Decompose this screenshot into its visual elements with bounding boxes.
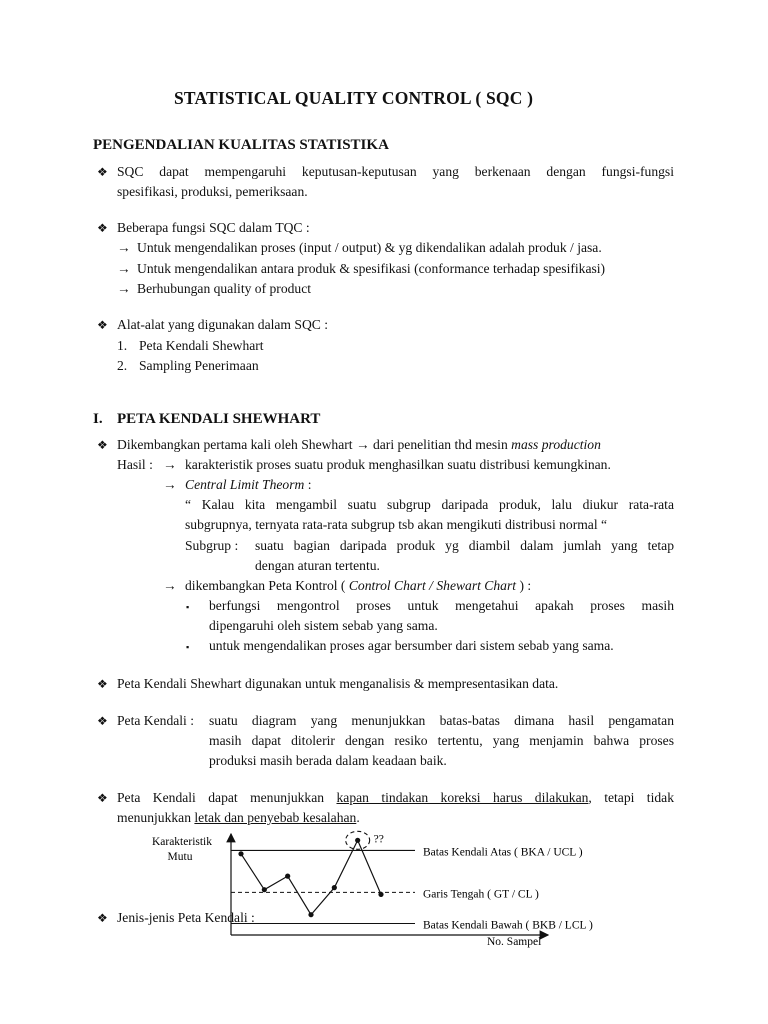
data-point-3 bbox=[285, 874, 290, 879]
section-number: I. bbox=[93, 411, 103, 427]
peta-kendali-def-line1: suatu diagram yang menunjukkan batas-batas dimana hasil pengamatan bbox=[209, 713, 674, 728]
data-point-6 bbox=[355, 838, 360, 843]
lcl-label: Batas Kendali Bawah ( BKB / LCL ) bbox=[423, 919, 593, 932]
fungsi-item-1: Untuk mengendalikan proses (input / output) & yg dikendalikan adalah produk / jasa. bbox=[137, 240, 602, 255]
dev-mid-text: dari penelitian thd mesin bbox=[372, 437, 508, 452]
arrow-right-icon: → bbox=[163, 578, 177, 593]
list-number: 1. bbox=[117, 338, 128, 353]
control-chart-text: Control Chart / Shewart Chart bbox=[348, 578, 517, 593]
fungsi-item-2: Untuk mengendalikan antara produk & spesifikasi (conformance terhadap spesifikasi) bbox=[137, 261, 606, 276]
square-bullet-icon: ▪ bbox=[186, 642, 190, 652]
data-point-5 bbox=[332, 885, 337, 890]
arrow-right-icon: → bbox=[117, 240, 131, 255]
paragraph-sqc-line1: SQC dapat mempengaruhi keputusan-keputusan yang berkenaan dengan fungsi-fungsi bbox=[117, 164, 674, 179]
outlier-annotation: ?? bbox=[373, 833, 384, 846]
paragraph-sqc-line2: spesifikasi, produksi, pemeriksaan. bbox=[117, 184, 308, 199]
peta-kendali-def-line3: produksi masih berada dalam keadaan baik. bbox=[209, 753, 447, 768]
data-point-4 bbox=[308, 912, 313, 917]
clt-label: Central Limit Theorm bbox=[185, 477, 305, 492]
list-number: 2. bbox=[117, 358, 128, 373]
arrow-right-icon: → bbox=[117, 261, 131, 276]
dev-pre-text: Dikembangkan pertama kali oleh Shewhart bbox=[117, 437, 353, 452]
ucl-label: Batas Kendali Atas ( BKA / UCL ) bbox=[423, 846, 583, 859]
kontrol-post-text: ) : bbox=[519, 578, 532, 593]
hasil-item-1: karakteristik proses suatu produk menghasilkan suatu distribusi kemungkinan. bbox=[185, 457, 611, 472]
diamond-bullet-icon: ❖ bbox=[97, 438, 108, 452]
koreksi-underlined-text: kapan tindakan koreksi harus dilakukan bbox=[336, 790, 589, 805]
y-axis-label-line2: Mutu bbox=[167, 851, 193, 863]
kontrol-pre-text: dikembangkan Peta Kontrol ( bbox=[185, 578, 346, 593]
data-point-1 bbox=[238, 851, 243, 856]
subgrup-definition-line1: suatu bagian daripada produk yg diambil dalam jumlah yang tetap bbox=[255, 538, 674, 553]
show-l2-pre-text: menunjukkan bbox=[117, 810, 191, 825]
diamond-bullet-icon: ❖ bbox=[97, 911, 108, 925]
jenis-peta-kendali: Jenis-jenis Peta Kendali : bbox=[117, 910, 255, 925]
subgrup-label: Subgrup : bbox=[185, 538, 239, 553]
arrow-right-icon: → bbox=[117, 281, 131, 296]
diamond-bullet-icon: ❖ bbox=[97, 714, 108, 728]
hasil-label: Hasil : bbox=[117, 457, 153, 472]
diamond-bullet-icon: ❖ bbox=[97, 165, 108, 179]
peta-kendali-def-line2: masih dapat ditolerir dengan resiko tertentu, yang menjamin bahwa proses bbox=[209, 733, 674, 748]
arrow-right-icon: → bbox=[355, 437, 370, 452]
kesalahan-underlined-text: letak dan penyebab kesalahan bbox=[194, 810, 357, 825]
peta-kendali-def-label: Peta Kendali : bbox=[117, 713, 195, 728]
fungsi-item-3: Berhubungan quality of product bbox=[137, 281, 312, 296]
clt-colon: : bbox=[307, 477, 312, 492]
subgrup-definition-line2: dengan aturan tertentu. bbox=[255, 558, 380, 573]
clt-quote-line1: “ Kalau kita mengambil suatu subgrup daripada produk, lalu diukur rata-rata bbox=[185, 497, 674, 512]
arrow-right-icon: → bbox=[163, 477, 177, 492]
square-bullet-icon: ▪ bbox=[186, 602, 190, 612]
alat-item-2: Sampling Penerimaan bbox=[139, 358, 259, 373]
diamond-bullet-icon: ❖ bbox=[97, 791, 108, 805]
data-series-line bbox=[241, 840, 381, 914]
page-title: STATISTICAL QUALITY CONTROL ( SQC ) bbox=[174, 88, 534, 108]
kontrol-item-2: untuk mengendalikan proses agar bersumber dari sistem sebab yang sama. bbox=[209, 638, 614, 653]
kontrol-item-1-line2: dipengaruhi oleh sistem sebab yang sama. bbox=[209, 618, 438, 633]
mass-production-text: mass production bbox=[511, 437, 601, 452]
kontrol-item-1-line1: berfungsi mengontrol proses untuk mengetahui apakah proses masih bbox=[209, 598, 674, 613]
diamond-bullet-icon: ❖ bbox=[97, 221, 108, 235]
data-point-7 bbox=[378, 892, 383, 897]
peta-kendali-analisis: Peta Kendali Shewhart digunakan untuk menganalisis & mempresentasikan data. bbox=[117, 676, 559, 691]
diamond-bullet-icon: ❖ bbox=[97, 677, 108, 691]
data-point-2 bbox=[262, 887, 267, 892]
alat-sqc-intro: Alat-alat yang digunakan dalam SQC : bbox=[117, 317, 329, 332]
x-axis-label: No. Sampel bbox=[487, 936, 542, 948]
arrow-right-icon: → bbox=[163, 457, 177, 472]
fungsi-sqc-intro: Beberapa fungsi SQC dalam TQC : bbox=[117, 220, 310, 235]
section-heading-pengendalian: PENGENDALIAN KUALITAS STATISTIKA bbox=[93, 137, 389, 153]
cl-label: Garis Tengah ( GT / CL ) bbox=[423, 888, 539, 901]
show-pre-text: Peta Kendali dapat menunjukkan bbox=[117, 790, 325, 805]
clt-quote-line2: subgrupnya, ternyata rata-rata subgrup tsb akan mengikuti distribusi normal “ bbox=[185, 517, 608, 532]
diamond-bullet-icon: ❖ bbox=[97, 318, 108, 332]
show-l2-post-text: . bbox=[356, 810, 360, 825]
y-axis-label-line1: Karakteristik bbox=[151, 836, 213, 848]
show-post-text: , tetapi tidak bbox=[588, 790, 674, 805]
alat-item-1: Peta Kendali Shewhart bbox=[139, 338, 264, 353]
section-heading-shewhart: PETA KENDALI SHEWHART bbox=[117, 411, 321, 427]
